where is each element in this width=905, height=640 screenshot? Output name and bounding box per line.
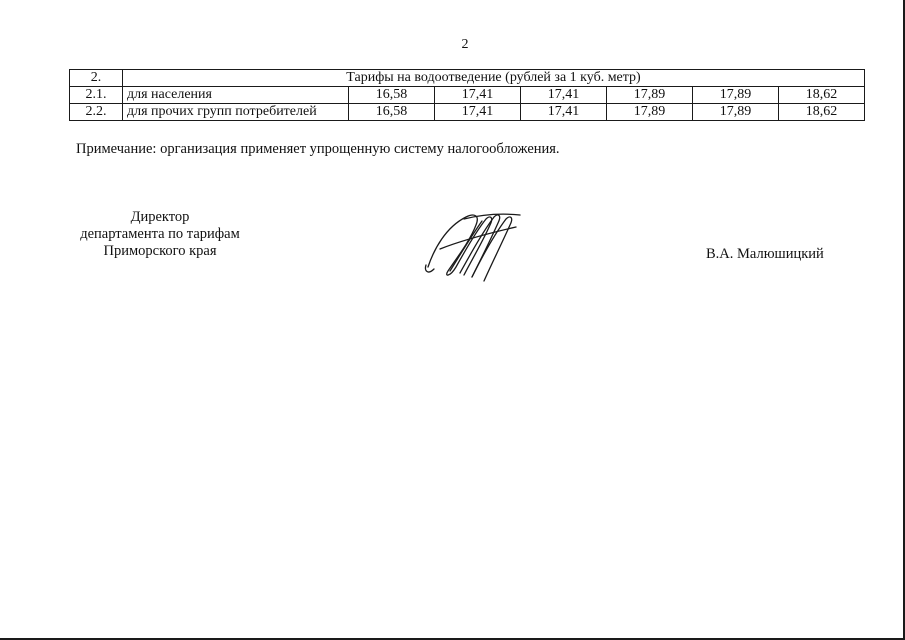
- tariff-value: 17,89: [693, 87, 779, 104]
- tariff-value: 18,62: [779, 87, 865, 104]
- tariff-value: 17,89: [693, 104, 779, 121]
- table-row: [70, 87, 865, 104]
- tariff-value: 17,89: [607, 87, 693, 104]
- table-row: [70, 104, 865, 121]
- table-section-row: [70, 70, 865, 87]
- note-text: Примечание: организация применяет упрощенную систему налогообложения.: [76, 141, 560, 157]
- tariff-value: 16,58: [349, 87, 435, 104]
- tariff-value: 18,62: [779, 104, 865, 121]
- tariff-value: 17,41: [521, 104, 607, 121]
- row-label: для прочих групп потребителей: [123, 104, 349, 121]
- tariff-value: 17,41: [435, 104, 521, 121]
- signer-position: [70, 209, 250, 260]
- tariff-value: 17,89: [607, 104, 693, 121]
- handwritten-signature-icon: [420, 205, 530, 285]
- page-number: 2: [461, 37, 469, 52]
- signer-position-line: Директор: [130, 209, 190, 225]
- section-number: 2.: [70, 70, 123, 87]
- signer-position-line: департамента по тарифам: [80, 226, 240, 242]
- row-number: 2.1.: [70, 87, 123, 104]
- row-number: 2.2.: [70, 104, 123, 121]
- tariff-value: 17,41: [521, 87, 607, 104]
- signer-name: В.А. Малюшицкий: [706, 246, 824, 262]
- tariff-table: [69, 69, 865, 121]
- tariff-value: 16,58: [349, 104, 435, 121]
- tariff-value: 17,41: [435, 87, 521, 104]
- signer-position-line: Приморского края: [103, 243, 217, 259]
- section-title: Тарифы на водоотведение (рублей за 1 куб. метр): [123, 70, 865, 87]
- row-label: для населения: [123, 87, 349, 104]
